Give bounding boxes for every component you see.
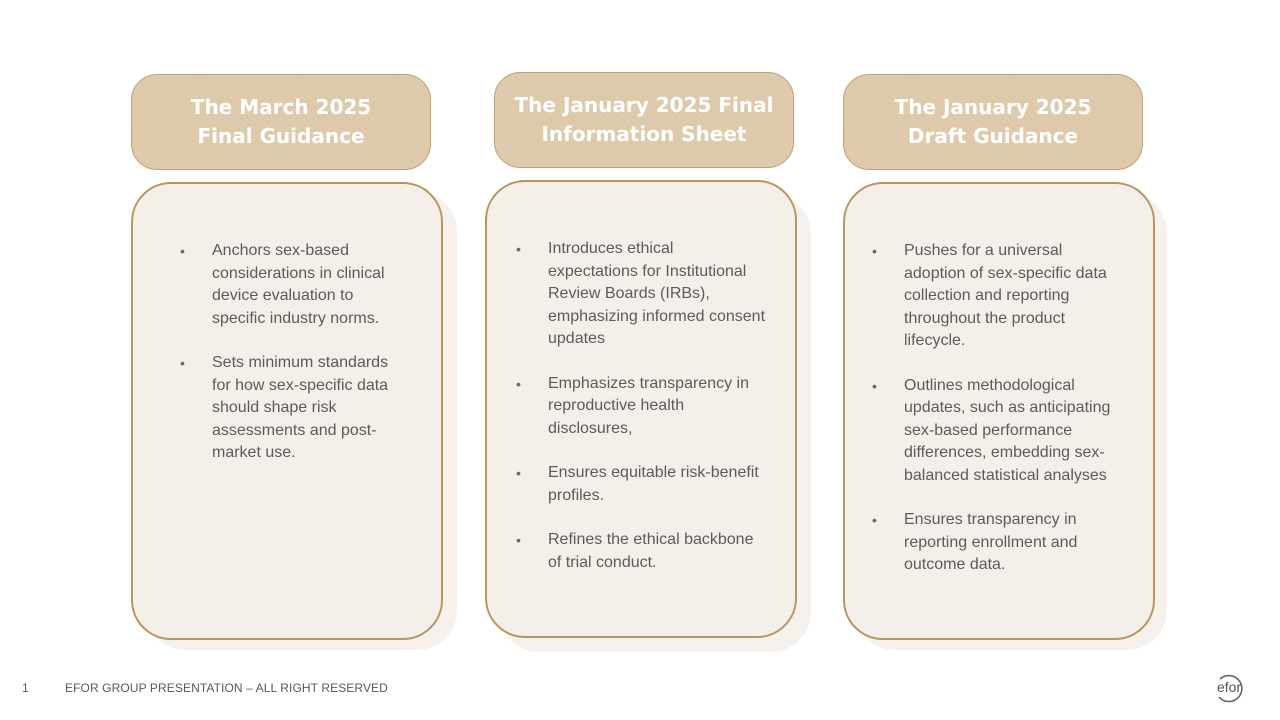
bullet-item: • Anchors sex-based considerations in clinical device evaluation to specific industry norms. xyxy=(179,240,411,330)
column-body xyxy=(131,182,443,640)
bullet-list xyxy=(179,240,411,465)
column-title-line: Final Guidance xyxy=(197,124,365,148)
bullet-list xyxy=(515,238,765,574)
column-title-line: The March 2025 xyxy=(190,95,372,119)
bullet-item: • Ensures transparency in reporting enrollment and outcome data. xyxy=(871,509,1123,577)
column-header xyxy=(494,72,794,168)
guidance-column-jan-2025-draft xyxy=(843,72,1173,662)
guidance-column-march-2025 xyxy=(131,72,461,662)
bullet-item: • Introduces ethical expectations for Institutional Review Boards (IRBs), emphasizing informed consent updates xyxy=(515,238,765,351)
column-title-line: Information Sheet xyxy=(541,122,747,146)
bullet-item: • Refines the ethical backbone of trial conduct. xyxy=(515,529,765,574)
column-header xyxy=(131,74,431,170)
slide-number: 1 xyxy=(22,681,29,695)
column-title-line: Draft Guidance xyxy=(907,124,1079,148)
column-title-line: The January 2025 xyxy=(894,95,1092,119)
bullet-list xyxy=(871,240,1123,577)
bullet-item: • Emphasizes transparency in reproductive health disclosures, xyxy=(515,373,765,441)
bullet-item: • Sets minimum standards for how sex-specific data should shape risk assessments and post-market use. xyxy=(179,352,411,465)
efor-logo xyxy=(1212,673,1246,703)
column-body xyxy=(485,180,797,638)
logo-text: efor xyxy=(1216,679,1242,695)
bullet-item: • Ensures equitable risk-benefit profiles. xyxy=(515,462,765,507)
footer-copyright: EFOR GROUP PRESENTATION – ALL RIGHT RESERVED xyxy=(65,681,388,695)
column-header xyxy=(843,74,1143,170)
bullet-item: • Outlines methodological updates, such as anticipating sex-based performance differences, embedding sex-balanced statistical analyses xyxy=(871,375,1123,488)
column-title-line: The January 2025 Final xyxy=(514,93,774,117)
guidance-column-jan-2025-info-sheet xyxy=(485,72,815,662)
column-body xyxy=(843,182,1155,640)
bullet-item: • Pushes for a universal adoption of sex-specific data collection and reporting throughout the product lifecycle. xyxy=(871,240,1123,353)
